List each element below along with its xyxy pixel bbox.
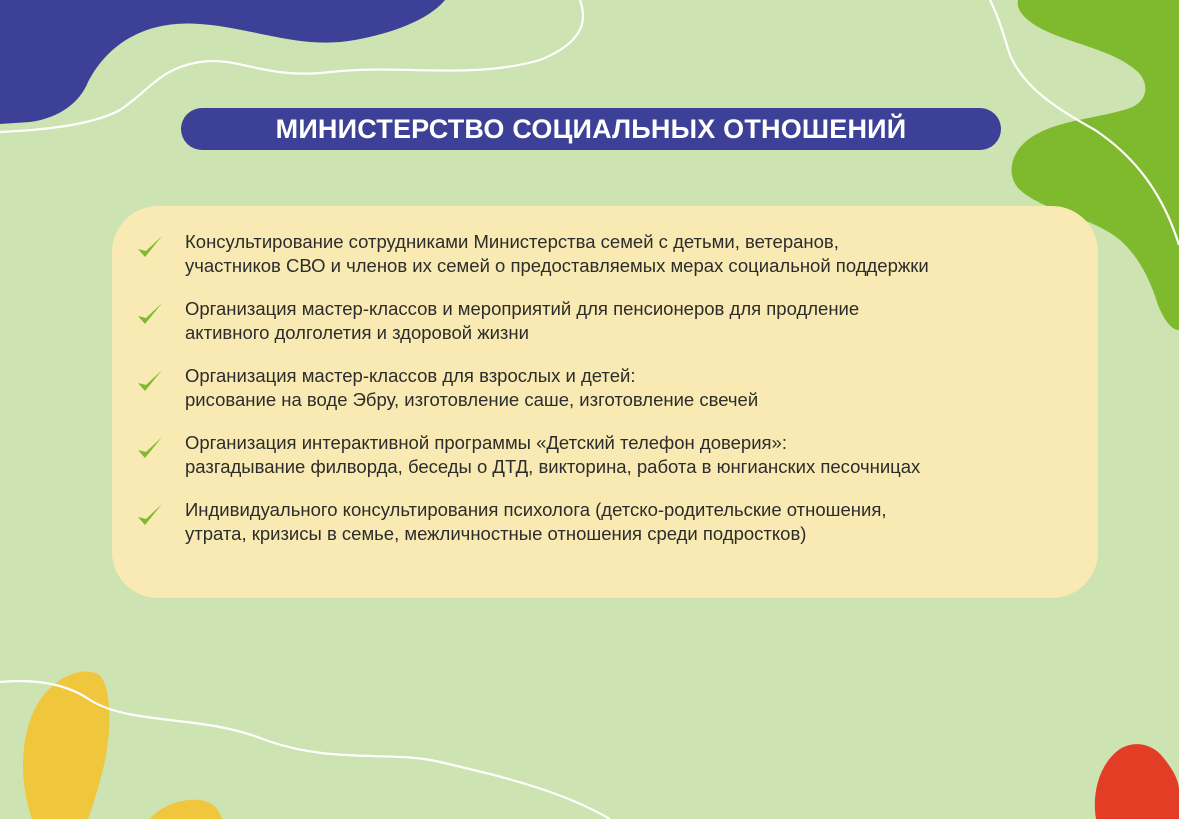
yellow-blob-shape-small xyxy=(150,800,222,819)
list-item-line: разгадывание филворда, беседы о ДТД, викторина, работа в юнгианских песочницах xyxy=(185,456,921,477)
list-item xyxy=(135,431,1065,498)
title-bar xyxy=(181,108,1001,150)
list-item-text xyxy=(185,230,1075,278)
list-item-text xyxy=(185,431,1075,479)
list-item xyxy=(135,498,1065,565)
check-icon xyxy=(135,434,165,464)
yellow-blob-shape xyxy=(23,672,109,819)
list-item-line: участников СВО и членов их семей о предоставляемых мерах социальной поддержки xyxy=(185,255,929,276)
list-item-text xyxy=(185,297,1075,345)
check-icon xyxy=(135,233,165,263)
list-item-line: активного долголетия и здоровой жизни xyxy=(185,322,529,343)
list-item-text xyxy=(185,364,1075,412)
red-blob-shape xyxy=(1095,744,1179,819)
list-item xyxy=(135,230,1065,297)
list-item-line: Организация интерактивной программы «Детский телефон доверия»: xyxy=(185,432,787,453)
check-icon xyxy=(135,367,165,397)
list-item-line: утрата, кризисы в семье, межличностные отношения среди подростков) xyxy=(185,523,807,544)
list-item-line: Индивидуального консультирования психолога (детско-родительские отношения, xyxy=(185,499,887,520)
page-title: МИНИСТЕРСТВО СОЦИАЛЬНЫХ ОТНОШЕНИЙ xyxy=(275,113,907,144)
list-item xyxy=(135,364,1065,431)
list-item-line: рисование на воде Эбру, изготовление саше, изготовление свечей xyxy=(185,389,759,410)
list-item xyxy=(135,297,1065,364)
list-item-line: Организация мастер-классов для взрослых и детей: xyxy=(185,365,636,386)
list-item-line: Организация мастер-классов и мероприятий для пенсионеров для продление xyxy=(185,298,860,319)
services-list xyxy=(135,230,1065,565)
check-icon xyxy=(135,501,165,531)
list-item-text xyxy=(185,498,1075,546)
check-icon xyxy=(135,300,165,330)
list-item-line: Консультирование сотрудниками Министерства семей с детьми, ветеранов, xyxy=(185,231,839,252)
